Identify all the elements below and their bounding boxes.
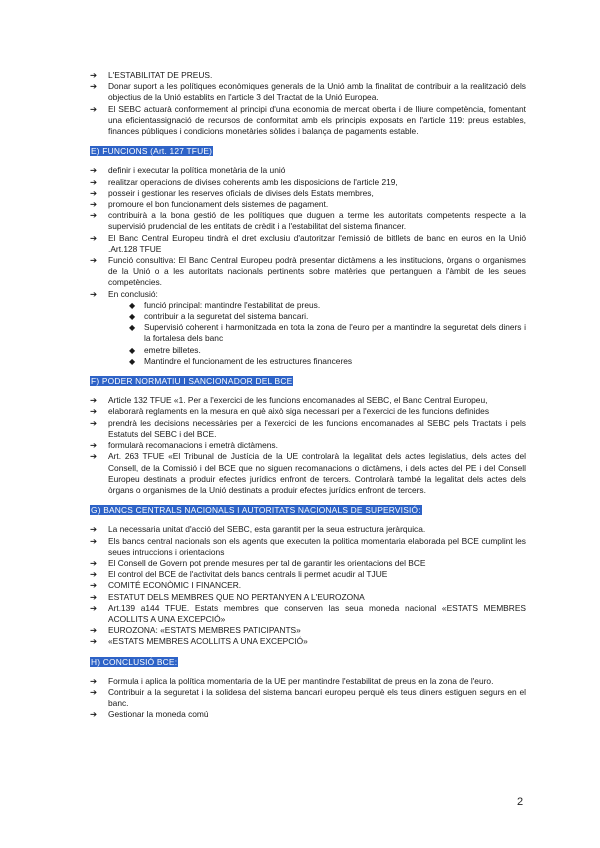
list-item: ➔ prendrà les decisions necessàries per a l'exercici de les funcions encomanades al SEBC pels Tractats i pels Estatuts del SEBC i del BCE. bbox=[90, 417, 526, 439]
arrow-bullet-icon: ➔ bbox=[90, 255, 98, 266]
list-item: ➔ Donar suport a les polítiques econòmiques generals de la Unió amb la finalitat de contribuir a la realització dels objectius de la Unió establits en l'article 3 del Tractat de la Unió Europea. bbox=[90, 81, 526, 103]
arrow-bullet-icon: ➔ bbox=[90, 535, 98, 546]
arrow-bullet-icon: ➔ bbox=[90, 103, 98, 114]
list-item: ➔ El SEBC actuarà conformement al principi d'una economia de mercat oberta i de lliure competència, fomentant una eficientassignació de recursos de conformitat amb els principis exposats en l'article 119: preus estables, finances públiques i condicions monetàries sòlides i balança de pagaments estable. bbox=[90, 103, 526, 137]
list-item: ➔ Els bancs central nacionals son els agents que executen la politica momentaria elaborada pel BCE cumplint les seues intruccions i orientacions bbox=[90, 535, 526, 557]
page-number: 2 bbox=[517, 796, 524, 808]
sub-list-item: ◆ emetre billetes. bbox=[129, 344, 201, 355]
list-item: ➔ El control del BCE de l'activitat dels bancs centrals li permet acudir al TJUE bbox=[90, 569, 388, 580]
diamond-bullet-icon: ◆ bbox=[129, 312, 136, 322]
list-item: ➔ Art. 263 TFUE «El Tribunal de Justícia de la UE controlarà la legalitat dels actes legislatius, dels actes del Consell, de la Comissió i del BCE que no siguen recomanacions o dictàmens, i dels actes del PE i del Consell Europeu destinats a produir efectes jurídics enfront de tercers. Controlarà també la legalitat dels actes dels òrgans o organismes de la Unió destinats a produir efectes jurídics enfront de tercers. bbox=[90, 451, 526, 495]
section-heading-f: F) PODER NORMATIU I SANCIONADOR DEL BCE bbox=[91, 376, 293, 387]
arrow-bullet-icon: ➔ bbox=[90, 557, 98, 568]
arrow-bullet-icon: ➔ bbox=[90, 569, 98, 580]
list-item: ➔ ESTATUT DELS MEMBRES QUE NO PERTANYEN A L'EUROZONA bbox=[90, 591, 365, 602]
diamond-bullet-icon: ◆ bbox=[129, 356, 136, 366]
arrow-bullet-icon: ➔ bbox=[90, 602, 98, 613]
arrow-bullet-icon: ➔ bbox=[90, 187, 98, 198]
list-item: ➔ EUROZONA: «ESTATS MEMBRES PATICIPANTS» bbox=[90, 625, 301, 636]
list-item: ➔ El Banc Central Europeu tindrà el dret exclusiu d'autoritzar l'emissió de bitllets de banc en euros en la Unió .Art.128 TFUE bbox=[90, 232, 526, 254]
arrow-bullet-icon: ➔ bbox=[90, 70, 98, 80]
list-item: ➔ Gestionar la moneda comú bbox=[90, 709, 209, 720]
arrow-bullet-icon: ➔ bbox=[90, 591, 98, 602]
list-item: ➔ «ESTATS MEMBRES ACOLLITS A UNA EXCEPCIÓ» bbox=[90, 636, 308, 647]
arrow-bullet-icon: ➔ bbox=[90, 675, 98, 686]
sub-list-item: ◆ Supervisió coherent i harmonitzada en tota la zona de l'euro per a mantindre la seguretat dels diners i la fortalesa dels banc bbox=[129, 322, 526, 344]
arrow-bullet-icon: ➔ bbox=[90, 524, 98, 535]
arrow-bullet-icon: ➔ bbox=[90, 288, 98, 299]
list-item: ➔ elaborarà reglaments en la mesura en què això siga necessari per a l'exercici de les funcions definides bbox=[90, 406, 490, 417]
list-item: ➔ Formula i aplica la política momentaria de la UE per mantindre l'estabilitat de preus en la zona de l'euro. bbox=[90, 675, 494, 686]
arrow-bullet-icon: ➔ bbox=[90, 709, 98, 720]
arrow-bullet-icon: ➔ bbox=[90, 686, 98, 697]
sub-list-item: ◆ contribuir a la seguretat del sistema bancari. bbox=[129, 311, 309, 322]
arrow-bullet-icon: ➔ bbox=[90, 417, 98, 428]
arrow-bullet-icon: ➔ bbox=[90, 406, 98, 417]
list-item: ➔ promoure el bon funcionament dels sistemes de pagament. bbox=[90, 199, 329, 210]
list-item: ➔ Contribuir a la seguretat i la solidesa del sistema bancari europeu perquè els teus diners estiguen segurs en el banc. bbox=[90, 686, 526, 709]
diamond-bullet-icon: ◆ bbox=[129, 300, 136, 310]
diamond-bullet-icon: ◆ bbox=[129, 323, 136, 333]
arrow-bullet-icon: ➔ bbox=[90, 580, 98, 591]
list-item: ➔ contribuirà a la bona gestió de les polítiques que duguen a terme les autoritats competents respecte a la supervisió prudencial de les entitats de crèdit i a l'estabilitat del sistema financer. bbox=[90, 210, 526, 232]
arrow-bullet-icon: ➔ bbox=[90, 636, 98, 647]
section-heading-e: E) FUNCIONS (Art. 127 TFUE) bbox=[91, 146, 213, 157]
page-content bbox=[90, 70, 526, 721]
list-item: ➔ Article 132 TFUE «1. Per a l'exercici de les funcions encomanades al SEBC, el Banc Central Europeu, bbox=[90, 395, 488, 406]
arrow-bullet-icon: ➔ bbox=[90, 165, 98, 176]
arrow-bullet-icon: ➔ bbox=[90, 81, 98, 92]
arrow-bullet-icon: ➔ bbox=[90, 210, 98, 221]
list-item: ➔ posseir i gestionar les reserves oficials de divises dels Estats membres, bbox=[90, 187, 374, 198]
list-item: ➔ COMITÉ ECONÒMIC I FINANCER. bbox=[90, 580, 242, 591]
diamond-bullet-icon: ◆ bbox=[129, 345, 136, 355]
section-heading-g: G) BANCS CENTRALS NACIONALS I AUTORITATS NACIONALS DE SUPERVISIÓ: bbox=[91, 505, 421, 516]
arrow-bullet-icon: ➔ bbox=[90, 451, 98, 462]
arrow-bullet-icon: ➔ bbox=[90, 199, 98, 210]
list-item: ➔ definir i executar la política monetària de la unió bbox=[90, 165, 286, 176]
sub-list-item: ◆ Mantindre el funcionament de les estructures financeres bbox=[129, 355, 353, 366]
list-item: ➔ Art.139 a144 TFUE. Estats membres que conserven las seua moneda nacional «ESTATS MEMBRES ACOLLITS A UNA EXCEPCIÓ» bbox=[90, 602, 526, 624]
list-item: ➔ formularà recomanacions i emetrà dictàmens. bbox=[90, 440, 278, 451]
arrow-bullet-icon: ➔ bbox=[90, 176, 98, 187]
list-item: ➔ El Consell de Govern pot prende mesures per tal de garantir les orientacions del BCE bbox=[90, 557, 426, 568]
list-item: ➔ La necessaria unitat d'acció del SEBC, esta garantit per la seua estructura jeràrquica. bbox=[90, 524, 426, 535]
list-item: ➔ realitzar operacions de divises coherents amb les disposicions de l'article 219, bbox=[90, 176, 398, 187]
list-item: ➔ L'ESTABILITAT DE PREUS. bbox=[90, 70, 213, 80]
sub-list-item: ◆ funció principal: mantindre l'estabilitat de preus. bbox=[129, 299, 321, 310]
arrow-bullet-icon: ➔ bbox=[90, 625, 98, 636]
list-item: ➔ En conclusió: bbox=[90, 288, 158, 299]
arrow-bullet-icon: ➔ bbox=[90, 395, 98, 406]
list-item: ➔ Funció consultiva: El Banc Central Europeu podrà presentar dictàmens a les institucions, òrgans o organismes de la Unió o a les autoritats nacionals pertinents sobre matèries que pertanguen a l'àmbit de les seues competències. bbox=[90, 255, 526, 288]
section-heading-h: H) CONCLUSIÓ BCE: bbox=[91, 656, 178, 667]
arrow-bullet-icon: ➔ bbox=[90, 440, 98, 451]
arrow-bullet-icon: ➔ bbox=[90, 232, 98, 243]
